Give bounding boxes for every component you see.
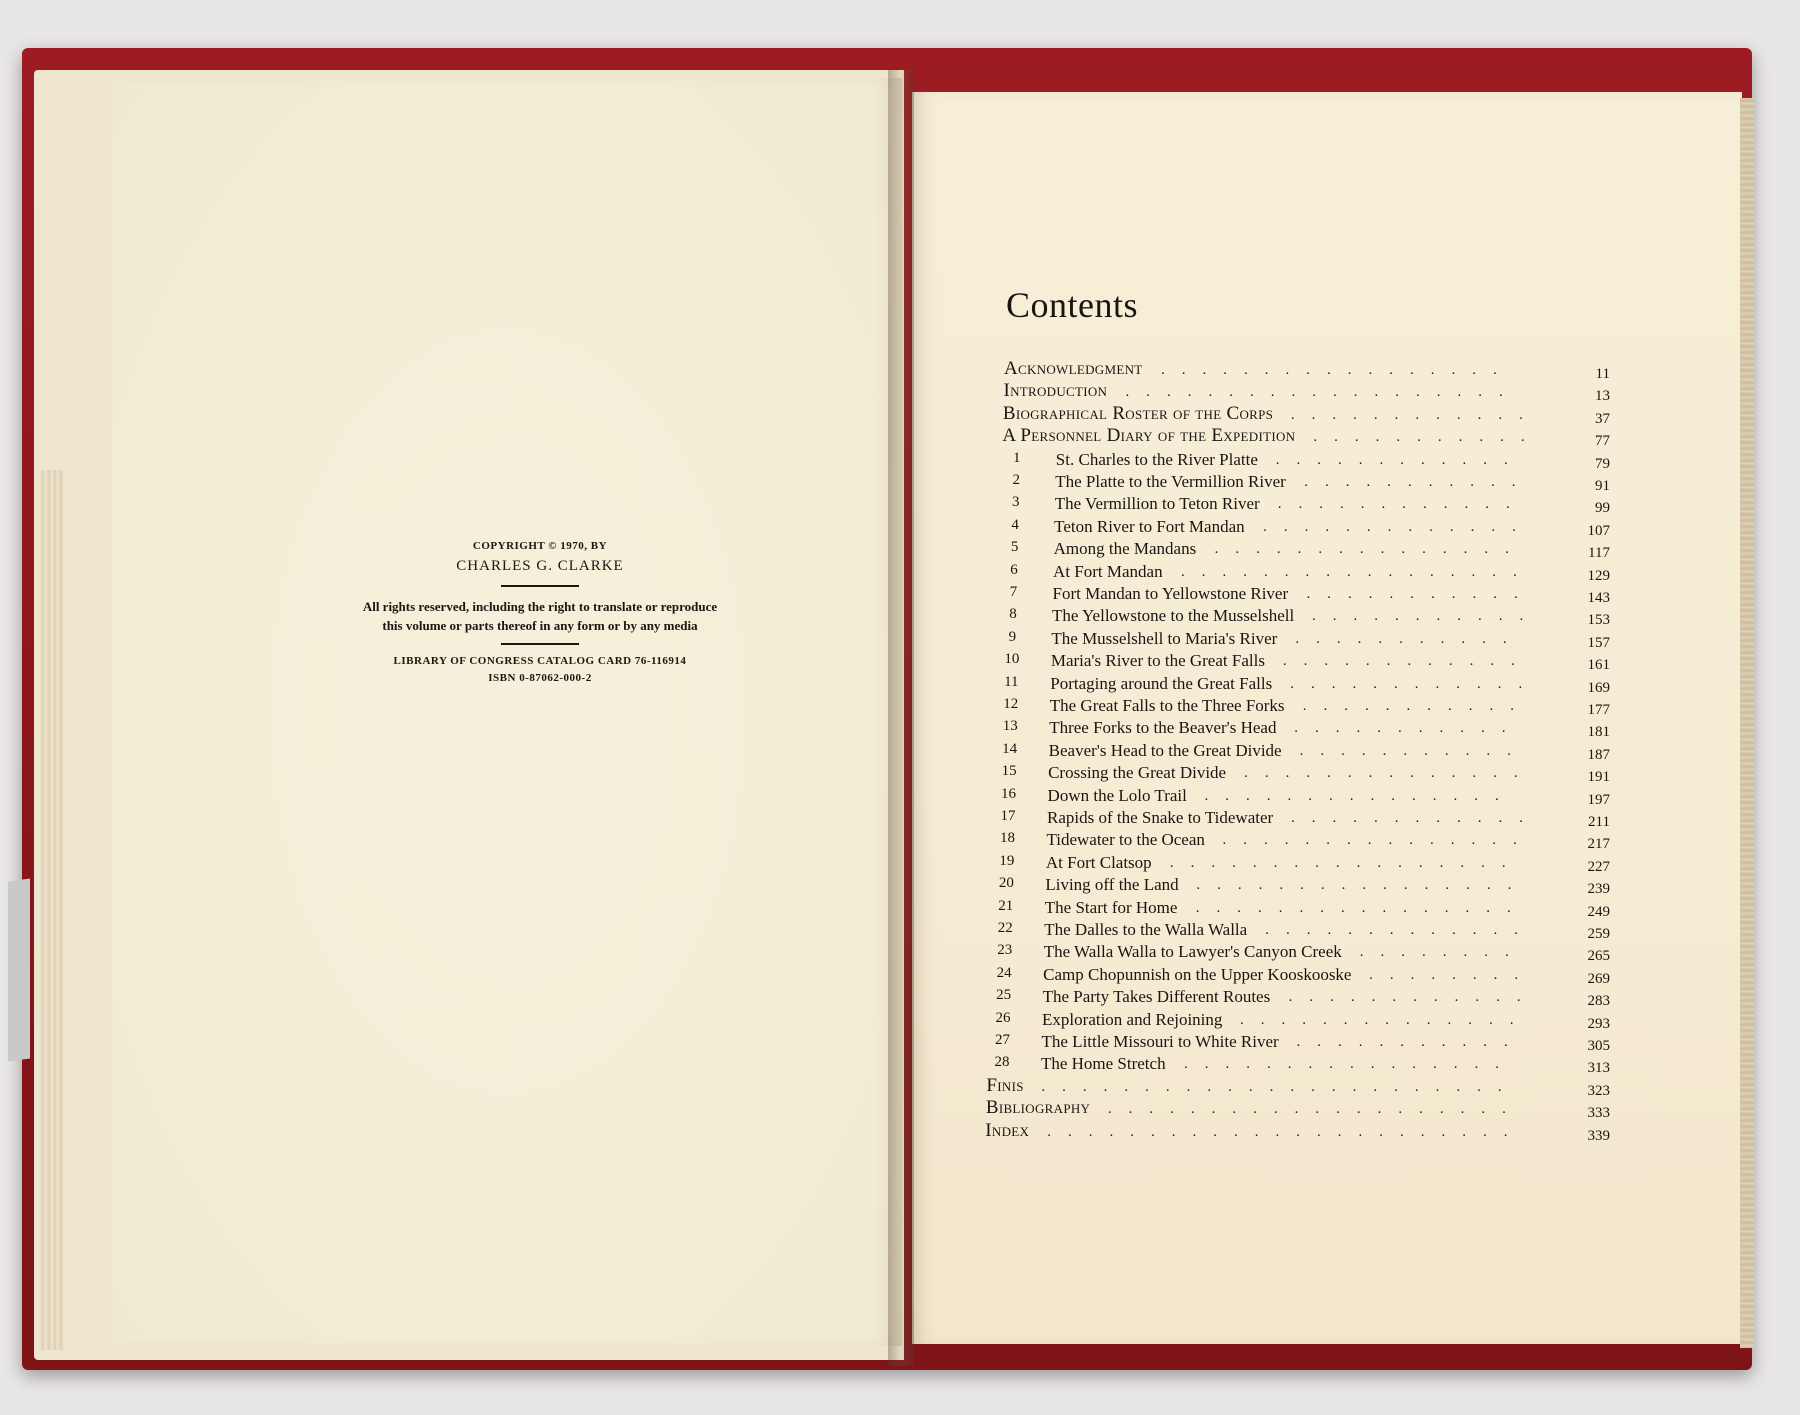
page-number: 259 <box>1587 926 1610 942</box>
rights-line-1: All rights reserved, including the right to translate or reproduce <box>362 599 718 614</box>
chapter-number: 12 <box>1003 696 1019 712</box>
catalog-card: LIBRARY OF CONGRESS CATALOG CARD 76-116914 <box>393 655 687 667</box>
dot-leader: ............ <box>1291 810 1540 826</box>
dot-leader: ................... <box>1125 384 1520 401</box>
page-number: 99 <box>1594 500 1610 517</box>
toc-entry-title: The Walla Walla to Lawyer's Canyon Creek <box>1043 942 1342 962</box>
toc-entry <box>1001 472 1610 496</box>
toc-entry-title: St. Charles to the River Platte <box>1055 449 1258 469</box>
chapter-number: 11 <box>1004 673 1019 690</box>
toc-entry-title: Teton River to Fort Mandan <box>1054 516 1245 536</box>
dot-leader: ............. <box>1265 922 1535 938</box>
dot-leader: ....................... <box>1047 1123 1525 1140</box>
dot-leader: ............ <box>1290 675 1540 692</box>
page-number: 333 <box>1587 1105 1610 1122</box>
page-number: 169 <box>1587 679 1610 696</box>
dot-leader: ................ <box>1196 877 1529 894</box>
chapter-number: 9 <box>1008 628 1017 645</box>
toc-entry-title: Introduction <box>1003 380 1108 402</box>
chapter-number: 19 <box>999 852 1015 869</box>
toc-entry <box>999 584 1610 608</box>
toc-entry-title: Rapids of the Snake to Tidewater <box>1047 808 1274 827</box>
dot-leader: ....................... <box>1041 1078 1519 1095</box>
toc-entry-title: The Musselshell to Maria's River <box>1051 628 1278 648</box>
page-number: 269 <box>1587 970 1610 987</box>
chapter-number: 7 <box>1009 584 1018 600</box>
toc-entry <box>998 606 1610 630</box>
toc-entry-title: The Platte to the Vermillion River <box>1055 472 1286 491</box>
toc-entry-title: Living off the Land <box>1045 875 1179 895</box>
chapter-number: 5 <box>1010 539 1019 556</box>
author-name: CHARLES G. CLARKE <box>456 558 624 574</box>
contents-heading: Contents <box>1006 285 1139 325</box>
page-number: 339 <box>1587 1127 1610 1144</box>
page-number: 77 <box>1594 433 1610 450</box>
toc-entry-title: Fort Mandan to Yellowstone River <box>1052 584 1289 603</box>
chapter-number: 27 <box>995 1032 1010 1048</box>
toc-entry <box>990 942 1610 966</box>
toc-entry <box>985 1097 1610 1123</box>
chapter-number: 21 <box>998 897 1014 914</box>
toc-entry-title: Camp Chopunnish on the Upper Kooskooske <box>1043 964 1352 984</box>
chapter-number: 8 <box>1009 606 1017 623</box>
page-number: 283 <box>1587 993 1610 1010</box>
toc-entry-title: The Vermillion to Teton River <box>1054 494 1260 514</box>
toc-entry-title: Down the Lolo Trail <box>1047 785 1187 805</box>
page-number: 191 <box>1587 769 1610 786</box>
dot-leader: ............ <box>1275 451 1525 468</box>
toc-entry <box>997 628 1610 653</box>
page-number: 239 <box>1587 881 1610 898</box>
page-number: 313 <box>1587 1060 1610 1077</box>
dot-leader: .............. <box>1240 1011 1531 1028</box>
chapter-number: 1 <box>1013 449 1021 466</box>
toc-entry-title: Bibliography <box>985 1097 1091 1119</box>
toc-entry <box>990 920 1610 944</box>
toc-entry <box>996 673 1610 698</box>
copyright-line: COPYRIGHT © 1970, BY <box>472 540 608 552</box>
page-number: 249 <box>1587 903 1610 920</box>
page-number: 107 <box>1587 522 1610 539</box>
page-number: 37 <box>1594 410 1610 427</box>
chapter-number: 10 <box>1004 651 1020 668</box>
chapter-number: 18 <box>999 830 1015 847</box>
dot-leader: ............ <box>1282 653 1532 670</box>
dot-leader: ........... <box>1299 742 1528 759</box>
page-number: 13 <box>1594 388 1610 405</box>
toc-entry <box>989 964 1610 989</box>
dot-leader: ........ <box>1359 944 1526 961</box>
toc-entry <box>991 875 1610 899</box>
toc-entry <box>994 785 1610 810</box>
dot-leader: .............. <box>1244 765 1535 782</box>
page-number: 153 <box>1587 612 1610 629</box>
page-number: 143 <box>1587 590 1610 606</box>
dot-leader: ........ <box>1369 966 1536 983</box>
page-number: 187 <box>1587 746 1610 763</box>
toc-entry <box>987 1054 1610 1078</box>
toc-entry <box>995 740 1610 765</box>
toc-entry <box>999 561 1610 586</box>
toc-entry-title: Portaging around the Great Falls <box>1050 673 1273 693</box>
page-number: 129 <box>1587 567 1610 584</box>
chapter-number: 4 <box>1011 516 1019 533</box>
chapter-number: 20 <box>998 875 1014 892</box>
dot-leader: .................... <box>1107 1101 1523 1118</box>
chapter-number: 16 <box>1001 785 1017 802</box>
chapter-number: 25 <box>996 987 1012 1004</box>
chapter-number: 17 <box>1000 808 1016 824</box>
chapter-number: 28 <box>994 1054 1010 1071</box>
toc-entry-title: Crossing the Great Divide <box>1048 763 1227 783</box>
dot-leader: ............... <box>1204 787 1516 804</box>
page-number: 157 <box>1587 634 1610 651</box>
toc-entry <box>992 830 1610 854</box>
toc-entry-title: The Home Stretch <box>1040 1054 1166 1074</box>
dot-leader: ........... <box>1294 720 1523 737</box>
page-number: 11 <box>1595 366 1610 382</box>
toc-entry-title: Among the Mandans <box>1053 539 1197 559</box>
toc-entry-title: Tidewater to the Ocean <box>1046 830 1205 850</box>
dot-leader: ............... <box>1222 832 1534 849</box>
chapter-number: 3 <box>1011 494 1020 511</box>
page-number: 79 <box>1594 455 1610 472</box>
dot-leader: ........... <box>1302 698 1531 714</box>
page-number: 117 <box>1588 545 1610 562</box>
dot-leader: ........... <box>1313 429 1542 446</box>
page-number: 161 <box>1587 657 1610 674</box>
toc-entry-title: The Start for Home <box>1044 897 1178 917</box>
toc-entry-title: At Fort Mandan <box>1053 561 1163 581</box>
dot-leader: ............. <box>1263 518 1533 535</box>
toc-entry <box>991 897 1610 922</box>
chapter-number: 6 <box>1010 561 1018 578</box>
toc-entry-title: The Great Falls to the Three Forks <box>1049 696 1285 715</box>
chapter-number: 26 <box>995 1009 1011 1026</box>
page-number: 227 <box>1587 858 1610 875</box>
toc-entry-title: The Yellowstone to the Musselshell <box>1051 606 1295 626</box>
toc-entry-title: Biographical Roster of the Corps <box>1002 402 1274 424</box>
toc-entry-title: Acknowledgment <box>1004 358 1143 379</box>
page-number: 181 <box>1587 724 1610 741</box>
chapter-number: 23 <box>997 942 1013 959</box>
chapter-number: 15 <box>1001 763 1017 780</box>
toc-entry-title: Finis <box>986 1074 1024 1096</box>
page-number: 177 <box>1587 702 1610 718</box>
toc-entry <box>988 1009 1610 1034</box>
dot-leader: ............... <box>1214 541 1526 558</box>
chapter-number: 13 <box>1002 718 1018 735</box>
rights-line-2: this volume or parts thereof in any form or by any media <box>382 618 698 633</box>
chapter-number: 24 <box>996 964 1012 981</box>
dot-leader: ........... <box>1296 1034 1525 1050</box>
toc-entry-title: Index <box>985 1119 1030 1141</box>
toc-entry <box>1001 494 1610 518</box>
dot-leader: ........... <box>1304 474 1533 490</box>
dot-leader: ................. <box>1169 854 1523 871</box>
toc-entry <box>995 718 1610 742</box>
toc-entry-title: Beaver's Head to the Great Divide <box>1048 740 1282 760</box>
chapter-number: 22 <box>997 920 1013 936</box>
dot-leader: ........... <box>1295 630 1524 647</box>
chapter-number: 2 <box>1012 472 1020 488</box>
toc-entry <box>994 763 1610 787</box>
toc-entry-title: The Little Missouri to White River <box>1041 1032 1279 1051</box>
chapter-number: 14 <box>1002 740 1018 757</box>
toc-entry-title: Exploration and Rejoining <box>1042 1009 1223 1029</box>
toc-entry <box>1002 449 1610 474</box>
page-number: 211 <box>1588 814 1610 830</box>
toc-entry <box>996 696 1610 720</box>
page-number: 265 <box>1587 948 1610 965</box>
toc-entry-title: Maria's River to the Great Falls <box>1050 651 1265 671</box>
toc-entry <box>1002 425 1610 451</box>
page-number: 323 <box>1587 1082 1610 1099</box>
page-number: 293 <box>1587 1015 1610 1032</box>
toc-entry <box>993 808 1610 832</box>
dot-leader: ................. <box>1181 563 1534 580</box>
isbn: ISBN 0-87062-000-2 <box>488 672 592 684</box>
dot-leader: ................. <box>1161 362 1514 378</box>
toc-entry-title: Three Forks to the Beaver's Head <box>1049 718 1277 738</box>
toc-entry <box>992 852 1610 877</box>
page-number: 197 <box>1587 791 1610 808</box>
page-number: 91 <box>1595 478 1610 494</box>
toc-entry <box>985 1119 1610 1146</box>
toc-entry <box>1000 516 1610 541</box>
page-number: 305 <box>1587 1038 1610 1054</box>
dot-leader: ............ <box>1277 496 1527 513</box>
dot-leader: ........... <box>1311 608 1541 625</box>
dot-leader: ................ <box>1195 899 1528 916</box>
dot-leader: ........... <box>1306 586 1535 602</box>
toc-entry-title: A Personnel Diary of the Expedition <box>1002 425 1296 447</box>
toc-entry <box>988 1032 1610 1056</box>
toc-entry-title: At Fort Clatsop <box>1045 852 1152 872</box>
dot-leader: ............ <box>1288 989 1538 1006</box>
toc-entry <box>1000 539 1610 563</box>
toc-entry <box>997 651 1610 675</box>
toc-entry <box>989 987 1610 1011</box>
page-number: 217 <box>1587 836 1610 853</box>
dot-leader: ................ <box>1183 1056 1516 1073</box>
toc-entry-title: The Party Takes Different Routes <box>1042 987 1271 1007</box>
toc-entry-title: The Dalles to the Walla Walla <box>1044 920 1248 939</box>
dot-leader: ............ <box>1290 406 1540 423</box>
